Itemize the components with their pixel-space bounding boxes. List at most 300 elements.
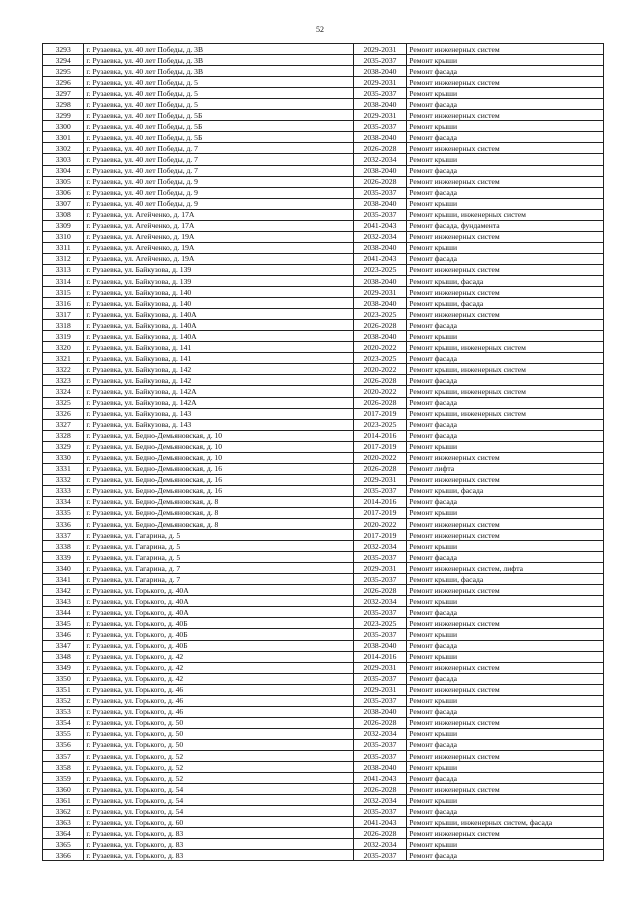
row-number-cell: 3333 <box>43 485 84 496</box>
address-cell: г. Рузаевка, ул. Горького, д. 40А <box>84 607 353 618</box>
work-type-cell: Ремонт фасада <box>407 552 604 563</box>
row-number-cell: 3297 <box>43 88 84 99</box>
row-number-cell: 3347 <box>43 640 84 651</box>
address-cell: г. Рузаевка, ул. Бедно-Демьяновская, д. 16 <box>84 474 353 485</box>
period-cell: 2038-2040 <box>353 640 406 651</box>
work-type-cell: Ремонт крыши <box>407 596 604 607</box>
address-cell: г. Рузаевка, ул. Горького, д. 42 <box>84 662 353 673</box>
row-number-cell: 3362 <box>43 806 84 817</box>
table-row <box>43 541 604 552</box>
work-type-cell: Ремонт крыши <box>407 651 604 662</box>
period-cell: 2029-2031 <box>353 474 406 485</box>
table-row <box>43 143 604 154</box>
address-cell: г. Рузаевка, ул. 40 лет Победы, д. 9 <box>84 187 353 198</box>
work-type-cell: Ремонт фасада <box>407 739 604 750</box>
row-number-cell: 3343 <box>43 596 84 607</box>
table-row <box>43 684 604 695</box>
table-row <box>43 629 604 640</box>
table-row <box>43 839 604 850</box>
table-row <box>43 275 604 286</box>
table-row <box>43 198 604 209</box>
period-cell: 2032-2034 <box>353 231 406 242</box>
period-cell: 2026-2028 <box>353 143 406 154</box>
period-cell: 2038-2040 <box>353 99 406 110</box>
address-cell: г. Рузаевка, ул. Бедно-Демьяновская, д. 16 <box>84 463 353 474</box>
period-cell: 2035-2037 <box>353 850 406 861</box>
table-row <box>43 287 604 298</box>
period-cell: 2020-2022 <box>353 342 406 353</box>
period-cell: 2032-2034 <box>353 795 406 806</box>
period-cell: 2020-2022 <box>353 452 406 463</box>
table-row <box>43 706 604 717</box>
row-number-cell: 3310 <box>43 231 84 242</box>
row-number-cell: 3355 <box>43 728 84 739</box>
row-number-cell: 3337 <box>43 530 84 541</box>
row-number-cell: 3311 <box>43 242 84 253</box>
work-type-cell: Ремонт крыши, фасада <box>407 574 604 585</box>
address-cell: г. Рузаевка, ул. Бедно-Демьяновская, д. 10 <box>84 430 353 441</box>
table-row <box>43 519 604 530</box>
table-row <box>43 309 604 320</box>
row-number-cell: 3305 <box>43 176 84 187</box>
address-cell: г. Рузаевка, ул. Байкузова, д. 142А <box>84 386 353 397</box>
work-type-cell: Ремонт крыши, фасада <box>407 298 604 309</box>
table-row <box>43 298 604 309</box>
address-cell: г. Рузаевка, ул. Байкузова, д. 142 <box>84 375 353 386</box>
period-cell: 2035-2037 <box>353 751 406 762</box>
address-cell: г. Рузаевка, ул. Байкузова, д. 142А <box>84 397 353 408</box>
row-number-cell: 3330 <box>43 452 84 463</box>
period-cell: 2038-2040 <box>353 132 406 143</box>
work-type-cell: Ремонт крыши <box>407 198 604 209</box>
table-row <box>43 264 604 275</box>
period-cell: 2029-2031 <box>353 287 406 298</box>
period-cell: 2029-2031 <box>353 44 406 55</box>
repair-schedule-table <box>42 43 604 861</box>
row-number-cell: 3335 <box>43 507 84 518</box>
address-cell: г. Рузаевка, ул. Бедно-Демьяновская, д. 8 <box>84 507 353 518</box>
address-cell: г. Рузаевка, ул. Горького, д. 46 <box>84 695 353 706</box>
row-number-cell: 3306 <box>43 187 84 198</box>
period-cell: 2038-2040 <box>353 66 406 77</box>
period-cell: 2032-2034 <box>353 154 406 165</box>
row-number-cell: 3299 <box>43 110 84 121</box>
row-number-cell: 3338 <box>43 541 84 552</box>
row-number-cell: 3293 <box>43 44 84 55</box>
address-cell: г. Рузаевка, ул. Агейченко, д. 17А <box>84 209 353 220</box>
work-type-cell: Ремонт крыши, инженерных систем, фасада <box>407 817 604 828</box>
address-cell: г. Рузаевка, ул. 40 лет Победы, д. 5 <box>84 77 353 88</box>
address-cell: г. Рузаевка, ул. Горького, д. 46 <box>84 706 353 717</box>
address-cell: г. Рузаевка, ул. Байкузова, д. 142 <box>84 364 353 375</box>
address-cell: г. Рузаевка, ул. Байкузова, д. 141 <box>84 342 353 353</box>
table-row <box>43 850 604 861</box>
work-type-cell: Ремонт фасада <box>407 607 604 618</box>
work-type-cell: Ремонт инженерных систем <box>407 662 604 673</box>
address-cell: г. Рузаевка, ул. 40 лет Победы, д. 9 <box>84 176 353 187</box>
row-number-cell: 3356 <box>43 739 84 750</box>
work-type-cell: Ремонт инженерных систем <box>407 44 604 55</box>
table-row <box>43 441 604 452</box>
row-number-cell: 3295 <box>43 66 84 77</box>
work-type-cell: Ремонт крыши, инженерных систем <box>407 386 604 397</box>
period-cell: 2035-2037 <box>353 695 406 706</box>
work-type-cell: Ремонт инженерных систем <box>407 519 604 530</box>
table-row <box>43 231 604 242</box>
table-row <box>43 132 604 143</box>
table-row <box>43 563 604 574</box>
address-cell: г. Рузаевка, ул. Бедно-Демьяновская, д. 10 <box>84 452 353 463</box>
row-number-cell: 3294 <box>43 55 84 66</box>
row-number-cell: 3352 <box>43 695 84 706</box>
work-type-cell: Ремонт фасада <box>407 375 604 386</box>
work-type-cell: Ремонт фасада <box>407 99 604 110</box>
table-row <box>43 353 604 364</box>
address-cell: г. Рузаевка, ул. Бедно-Демьяновская, д. 16 <box>84 485 353 496</box>
period-cell: 2035-2037 <box>353 55 406 66</box>
row-number-cell: 3323 <box>43 375 84 386</box>
row-number-cell: 3354 <box>43 717 84 728</box>
period-cell: 2023-2025 <box>353 353 406 364</box>
address-cell: г. Рузаевка, ул. Байкузова, д. 143 <box>84 408 353 419</box>
period-cell: 2023-2025 <box>353 309 406 320</box>
period-cell: 2038-2040 <box>353 706 406 717</box>
address-cell: г. Рузаевка, ул. 40 лет Победы, д. 3В <box>84 55 353 66</box>
period-cell: 2035-2037 <box>353 607 406 618</box>
row-number-cell: 3329 <box>43 441 84 452</box>
row-number-cell: 3315 <box>43 287 84 298</box>
table-row <box>43 728 604 739</box>
table-row <box>43 77 604 88</box>
period-cell: 2026-2028 <box>353 784 406 795</box>
address-cell: г. Рузаевка, ул. Горького, д. 83 <box>84 839 353 850</box>
work-type-cell: Ремонт фасада <box>407 806 604 817</box>
work-type-cell: Ремонт фасада <box>407 706 604 717</box>
table-row <box>43 574 604 585</box>
work-type-cell: Ремонт инженерных систем <box>407 143 604 154</box>
table-row <box>43 331 604 342</box>
work-type-cell: Ремонт инженерных систем <box>407 452 604 463</box>
address-cell: г. Рузаевка, ул. Горького, д. 60 <box>84 817 353 828</box>
period-cell: 2038-2040 <box>353 275 406 286</box>
table-row <box>43 717 604 728</box>
period-cell: 2035-2037 <box>353 88 406 99</box>
table-row <box>43 773 604 784</box>
address-cell: г. Рузаевка, ул. Горького, д. 54 <box>84 784 353 795</box>
table-row <box>43 784 604 795</box>
row-number-cell: 3331 <box>43 463 84 474</box>
row-number-cell: 3334 <box>43 496 84 507</box>
address-cell: г. Рузаевка, ул. Байкузова, д. 139 <box>84 264 353 275</box>
work-type-cell: Ремонт крыши, фасада <box>407 275 604 286</box>
period-cell: 2038-2040 <box>353 198 406 209</box>
period-cell: 2017-2019 <box>353 408 406 419</box>
address-cell: г. Рузаевка, ул. 40 лет Победы, д. 9 <box>84 198 353 209</box>
address-cell: г. Рузаевка, ул. 40 лет Победы, д. 5 <box>84 99 353 110</box>
period-cell: 2020-2022 <box>353 364 406 375</box>
address-cell: г. Рузаевка, ул. Горького, д. 46 <box>84 684 353 695</box>
address-cell: г. Рузаевка, ул. Агейченко, д. 17А <box>84 220 353 231</box>
address-cell: г. Рузаевка, ул. Агейченко, д. 19А <box>84 231 353 242</box>
address-cell: г. Рузаевка, ул. Бедно-Демьяновская, д. 10 <box>84 441 353 452</box>
row-number-cell: 3320 <box>43 342 84 353</box>
address-cell: г. Рузаевка, ул. Байкузова, д. 140А <box>84 309 353 320</box>
table-row <box>43 44 604 55</box>
period-cell: 2035-2037 <box>353 187 406 198</box>
period-cell: 2026-2028 <box>353 585 406 596</box>
work-type-cell: Ремонт инженерных систем, лифта <box>407 563 604 574</box>
address-cell: г. Рузаевка, ул. 40 лет Победы, д. 3В <box>84 44 353 55</box>
address-cell: г. Рузаевка, ул. Агейченко, д. 19А <box>84 253 353 264</box>
period-cell: 2026-2028 <box>353 375 406 386</box>
work-type-cell: Ремонт крыши <box>407 795 604 806</box>
work-type-cell: Ремонт фасада <box>407 132 604 143</box>
period-cell: 2023-2025 <box>353 419 406 430</box>
table-row <box>43 463 604 474</box>
period-cell: 2041-2043 <box>353 253 406 264</box>
table-row <box>43 253 604 264</box>
period-cell: 2026-2028 <box>353 828 406 839</box>
work-type-cell: Ремонт крыши, инженерных систем <box>407 209 604 220</box>
table-row <box>43 640 604 651</box>
work-type-cell: Ремонт крыши <box>407 441 604 452</box>
period-cell: 2029-2031 <box>353 77 406 88</box>
work-type-cell: Ремонт фасада <box>407 397 604 408</box>
work-type-cell: Ремонт инженерных систем <box>407 717 604 728</box>
row-number-cell: 3304 <box>43 165 84 176</box>
period-cell: 2026-2028 <box>353 176 406 187</box>
period-cell: 2035-2037 <box>353 574 406 585</box>
period-cell: 2014-2016 <box>353 651 406 662</box>
table-row <box>43 596 604 607</box>
row-number-cell: 3302 <box>43 143 84 154</box>
row-number-cell: 3348 <box>43 651 84 662</box>
row-number-cell: 3332 <box>43 474 84 485</box>
period-cell: 2035-2037 <box>353 739 406 750</box>
table-row <box>43 220 604 231</box>
row-number-cell: 3358 <box>43 762 84 773</box>
address-cell: г. Рузаевка, ул. Гагарина, д. 5 <box>84 552 353 563</box>
row-number-cell: 3321 <box>43 353 84 364</box>
address-cell: г. Рузаевка, ул. Байкузова, д. 140 <box>84 298 353 309</box>
period-cell: 2020-2022 <box>353 519 406 530</box>
table-row <box>43 817 604 828</box>
table-row <box>43 209 604 220</box>
address-cell: г. Рузаевка, ул. 40 лет Победы, д. 5Б <box>84 132 353 143</box>
table-row <box>43 607 604 618</box>
address-cell: г. Рузаевка, ул. Байкузова, д. 140А <box>84 320 353 331</box>
row-number-cell: 3345 <box>43 618 84 629</box>
table-row <box>43 386 604 397</box>
table-row <box>43 342 604 353</box>
work-type-cell: Ремонт инженерных систем <box>407 110 604 121</box>
address-cell: г. Рузаевка, ул. Бедно-Демьяновская, д. 8 <box>84 519 353 530</box>
table-row <box>43 673 604 684</box>
row-number-cell: 3326 <box>43 408 84 419</box>
address-cell: г. Рузаевка, ул. 40 лет Победы, д. 5Б <box>84 110 353 121</box>
row-number-cell: 3309 <box>43 220 84 231</box>
period-cell: 2041-2043 <box>353 773 406 784</box>
address-cell: г. Рузаевка, ул. Горького, д. 52 <box>84 751 353 762</box>
work-type-cell: Ремонт крыши <box>407 154 604 165</box>
work-type-cell: Ремонт крыши <box>407 121 604 132</box>
work-type-cell: Ремонт фасада <box>407 496 604 507</box>
address-cell: г. Рузаевка, ул. Горького, д. 40Б <box>84 640 353 651</box>
work-type-cell: Ремонт фасада <box>407 253 604 264</box>
table-row <box>43 695 604 706</box>
period-cell: 2023-2025 <box>353 618 406 629</box>
work-type-cell: Ремонт крыши <box>407 55 604 66</box>
table-row <box>43 121 604 132</box>
row-number-cell: 3351 <box>43 684 84 695</box>
table-row <box>43 110 604 121</box>
address-cell: г. Рузаевка, ул. Байкузова, д. 139 <box>84 275 353 286</box>
row-number-cell: 3339 <box>43 552 84 563</box>
row-number-cell: 3365 <box>43 839 84 850</box>
table-row <box>43 88 604 99</box>
table-row <box>43 375 604 386</box>
address-cell: г. Рузаевка, ул. Горького, д. 50 <box>84 739 353 750</box>
row-number-cell: 3298 <box>43 99 84 110</box>
row-number-cell: 3327 <box>43 419 84 430</box>
table-row <box>43 806 604 817</box>
address-cell: г. Рузаевка, ул. Горького, д. 52 <box>84 773 353 784</box>
address-cell: г. Рузаевка, ул. Горького, д. 54 <box>84 795 353 806</box>
row-number-cell: 3318 <box>43 320 84 331</box>
row-number-cell: 3312 <box>43 253 84 264</box>
work-type-cell: Ремонт фасада <box>407 320 604 331</box>
period-cell: 2038-2040 <box>353 331 406 342</box>
period-cell: 2035-2037 <box>353 209 406 220</box>
table-row <box>43 66 604 77</box>
period-cell: 2035-2037 <box>353 673 406 684</box>
row-number-cell: 3322 <box>43 364 84 375</box>
table-row <box>43 364 604 375</box>
table-row <box>43 585 604 596</box>
table-row <box>43 507 604 518</box>
page-number: 52 <box>316 25 324 34</box>
row-number-cell: 3308 <box>43 209 84 220</box>
period-cell: 2032-2034 <box>353 596 406 607</box>
row-number-cell: 3359 <box>43 773 84 784</box>
address-cell: г. Рузаевка, ул. Агейченко, д. 19А <box>84 242 353 253</box>
period-cell: 2020-2022 <box>353 386 406 397</box>
work-type-cell: Ремонт инженерных систем <box>407 77 604 88</box>
address-cell: г. Рузаевка, ул. 40 лет Победы, д. 3В <box>84 66 353 77</box>
address-cell: г. Рузаевка, ул. 40 лет Победы, д. 5 <box>84 88 353 99</box>
period-cell: 2038-2040 <box>353 298 406 309</box>
work-type-cell: Ремонт крыши <box>407 331 604 342</box>
work-type-cell: Ремонт фасада <box>407 165 604 176</box>
row-number-cell: 3317 <box>43 309 84 320</box>
work-type-cell: Ремонт крыши <box>407 629 604 640</box>
work-type-cell: Ремонт крыши <box>407 88 604 99</box>
period-cell: 2038-2040 <box>353 762 406 773</box>
work-type-cell: Ремонт инженерных систем <box>407 618 604 629</box>
period-cell: 2035-2037 <box>353 485 406 496</box>
period-cell: 2029-2031 <box>353 684 406 695</box>
work-type-cell: Ремонт лифта <box>407 463 604 474</box>
table-row <box>43 242 604 253</box>
work-type-cell: Ремонт инженерных систем <box>407 585 604 596</box>
row-number-cell: 3360 <box>43 784 84 795</box>
row-number-cell: 3353 <box>43 706 84 717</box>
row-number-cell: 3296 <box>43 77 84 88</box>
row-number-cell: 3313 <box>43 264 84 275</box>
table-row <box>43 154 604 165</box>
table-row <box>43 651 604 662</box>
row-number-cell: 3342 <box>43 585 84 596</box>
work-type-cell: Ремонт фасада <box>407 673 604 684</box>
row-number-cell: 3363 <box>43 817 84 828</box>
address-cell: г. Рузаевка, ул. Гагарина, д. 5 <box>84 541 353 552</box>
table-row <box>43 751 604 762</box>
address-cell: г. Рузаевка, ул. 40 лет Победы, д. 7 <box>84 165 353 176</box>
work-type-cell: Ремонт фасада <box>407 419 604 430</box>
period-cell: 2032-2034 <box>353 728 406 739</box>
work-type-cell: Ремонт крыши <box>407 507 604 518</box>
period-cell: 2041-2043 <box>353 220 406 231</box>
work-type-cell: Ремонт инженерных систем <box>407 176 604 187</box>
table-row <box>43 397 604 408</box>
work-type-cell: Ремонт инженерных систем <box>407 751 604 762</box>
address-cell: г. Рузаевка, ул. Байкузова, д. 143 <box>84 419 353 430</box>
table-row <box>43 474 604 485</box>
work-type-cell: Ремонт фасада <box>407 66 604 77</box>
row-number-cell: 3361 <box>43 795 84 806</box>
period-cell: 2035-2037 <box>353 121 406 132</box>
period-cell: 2029-2031 <box>353 563 406 574</box>
period-cell: 2035-2037 <box>353 629 406 640</box>
row-number-cell: 3357 <box>43 751 84 762</box>
table-row <box>43 739 604 750</box>
table-row <box>43 430 604 441</box>
address-cell: г. Рузаевка, ул. Горького, д. 42 <box>84 673 353 684</box>
work-type-cell: Ремонт фасада <box>407 187 604 198</box>
work-type-cell: Ремонт крыши <box>407 762 604 773</box>
address-cell: г. Рузаевка, ул. Горького, д. 83 <box>84 828 353 839</box>
work-type-cell: Ремонт инженерных систем <box>407 309 604 320</box>
row-number-cell: 3349 <box>43 662 84 673</box>
work-type-cell: Ремонт инженерных систем <box>407 828 604 839</box>
table-row <box>43 187 604 198</box>
work-type-cell: Ремонт фасада <box>407 773 604 784</box>
period-cell: 2032-2034 <box>353 541 406 552</box>
row-number-cell: 3316 <box>43 298 84 309</box>
period-cell: 2026-2028 <box>353 717 406 728</box>
work-type-cell: Ремонт фасада, фундамента <box>407 220 604 231</box>
work-type-cell: Ремонт инженерных систем <box>407 530 604 541</box>
work-type-cell: Ремонт крыши <box>407 695 604 706</box>
row-number-cell: 3350 <box>43 673 84 684</box>
table-row <box>43 452 604 463</box>
period-cell: 2041-2043 <box>353 817 406 828</box>
row-number-cell: 3346 <box>43 629 84 640</box>
address-cell: г. Рузаевка, ул. Горького, д. 40Б <box>84 618 353 629</box>
work-type-cell: Ремонт крыши, инженерных систем <box>407 408 604 419</box>
table-row <box>43 552 604 563</box>
address-cell: г. Рузаевка, ул. Горького, д. 50 <box>84 717 353 728</box>
work-type-cell: Ремонт инженерных систем <box>407 264 604 275</box>
work-type-cell: Ремонт крыши <box>407 728 604 739</box>
table-row <box>43 795 604 806</box>
row-number-cell: 3324 <box>43 386 84 397</box>
address-cell: г. Рузаевка, ул. Горького, д. 40А <box>84 596 353 607</box>
table-row <box>43 55 604 66</box>
address-cell: г. Рузаевка, ул. Гагарина, д. 7 <box>84 574 353 585</box>
work-type-cell: Ремонт фасада <box>407 430 604 441</box>
table-body <box>43 44 604 861</box>
